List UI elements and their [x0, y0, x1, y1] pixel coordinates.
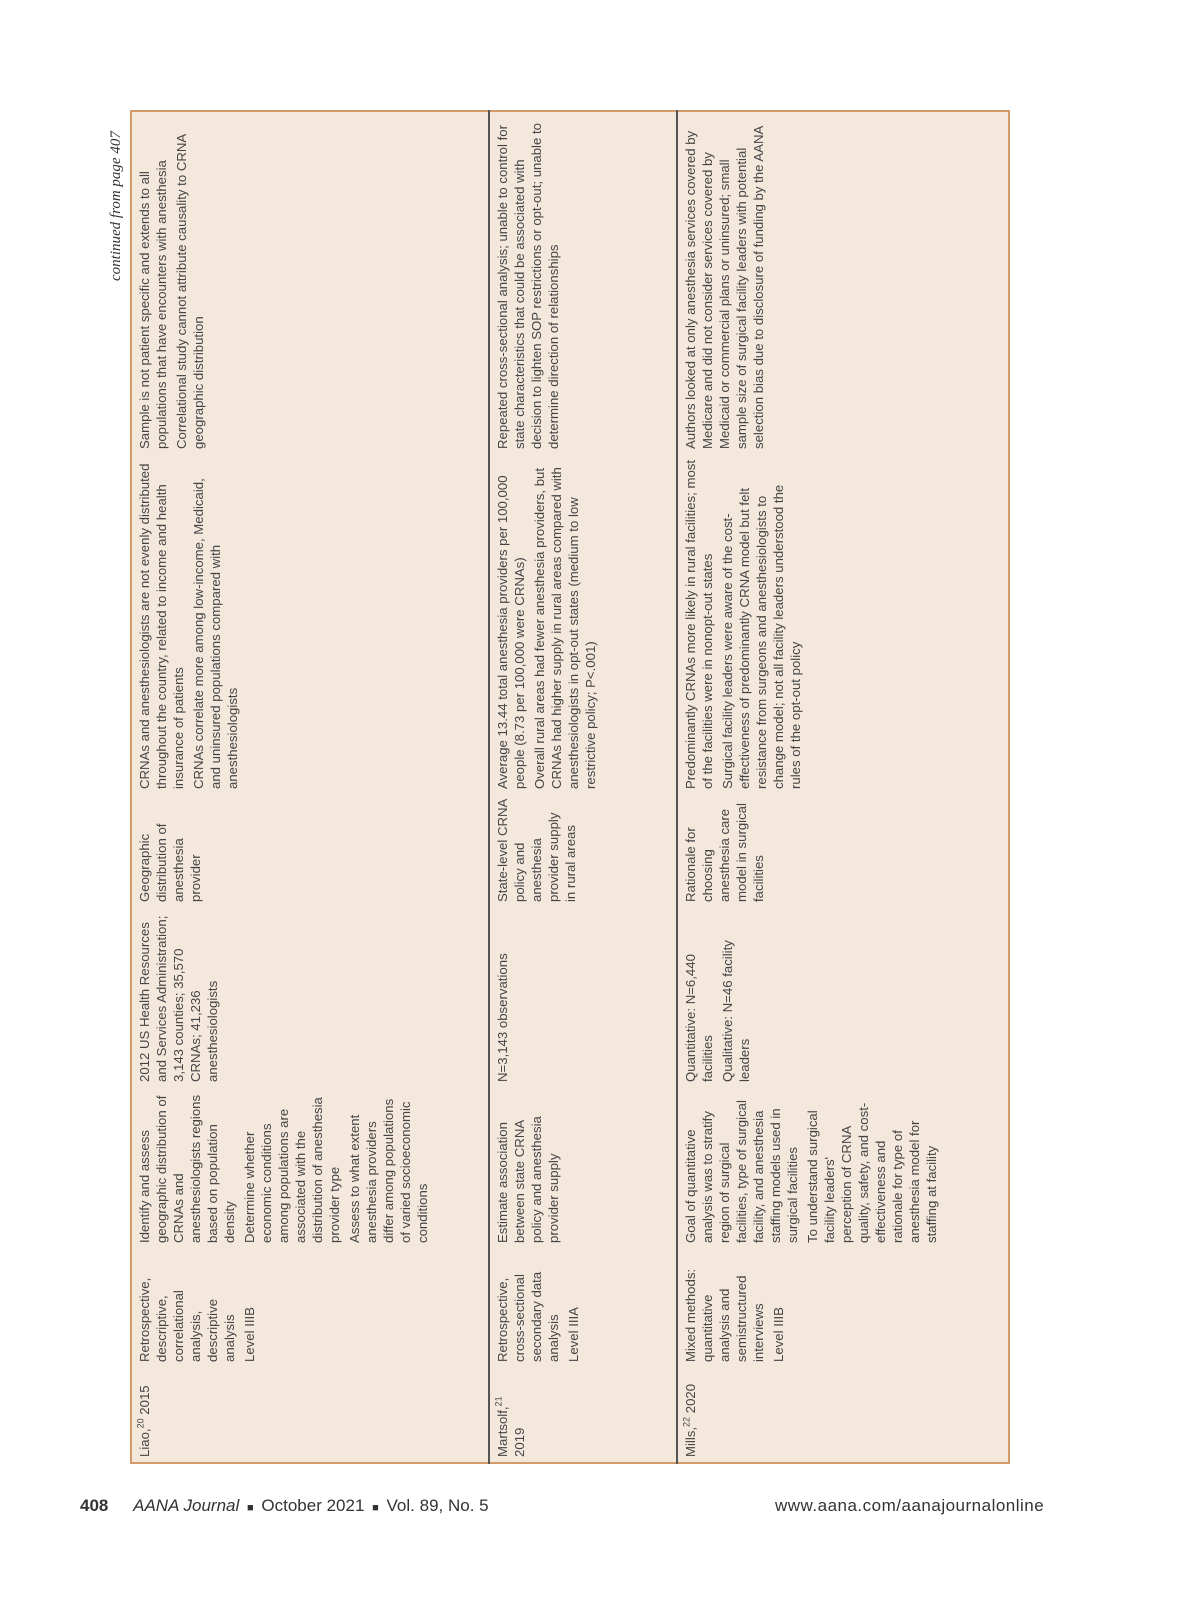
design-text: Retrospective, cross-sectional secondary data analysis: [495, 1271, 561, 1362]
continued-text: continued from page 407: [108, 131, 124, 281]
findings-text: CRNAs correlate more among low-income, Medicaid, and uninsured populations compared with anesthesiologists: [191, 478, 240, 789]
cell-limitations: [131, 111, 489, 454]
cell-design: [131, 1248, 489, 1367]
cell-sample: [131, 907, 489, 1087]
sample-text: Quantitative: N=6,440 facilities: [683, 954, 715, 1082]
findings-text: Average 13.44 total anesthesia providers per 100,000 people (8.73 per 100,000 were CRNAs): [495, 475, 527, 789]
design-text: Level IIIB: [242, 1307, 257, 1362]
footer-citation: [80, 1496, 489, 1516]
design-text: Level IIIB: [771, 1307, 786, 1362]
sample-text: 2012 US Health Resources and Services Administration; 3,143 counties; 35,570 CRNAs; 41,236 anesthesiologists: [137, 915, 220, 1082]
findings-text: Predominantly CRNAs more likely in rural facilities; most of the facilities were in nonopt-out states: [683, 459, 715, 789]
reference-number: 20: [135, 1418, 146, 1429]
table-row: [677, 111, 1009, 1463]
volume-info: Vol. 89, No. 5: [386, 1496, 489, 1515]
table-body: [131, 111, 1009, 1463]
sample-text: Qualitative: N=46 facility leaders: [720, 940, 752, 1082]
findings-text: Surgical facility leaders were aware of the cost-effectiveness of predominantly CRNA model but felt resistance from surgeons and anesthesiologists to change model; not all facility leaders understood the rules of the opt-out policy: [720, 484, 803, 789]
cell-purpose: [489, 1087, 677, 1248]
cell-study: [677, 1367, 1009, 1463]
variables-text: Geographic distribution of anesthesia provider: [137, 823, 203, 902]
cell-findings: [489, 454, 677, 794]
journal-name: AANA Journal: [133, 1496, 240, 1515]
cell-variables: [489, 794, 677, 907]
study-year: 2020: [683, 1383, 698, 1414]
findings-text: CRNAs and anesthesiologists are not evenly distributed throughout the country, related to income and health insurance of patients: [137, 463, 186, 789]
limitations-text: Correlational study cannot attribute causality to CRNA geographic distribution: [174, 134, 206, 449]
design-text: Mixed methods: quantitative analysis and semistructured interviews: [683, 1268, 766, 1362]
cell-sample: [677, 907, 1009, 1087]
cell-study: [489, 1367, 677, 1463]
purpose-text: Assess to what extent anesthesia providers differ among populations of varied socioeconomic conditions: [347, 1098, 430, 1243]
page-number: 408: [80, 1496, 109, 1515]
purpose-text: Determine whether economic conditions among populations are associated with the distribution of anesthesia provider type: [242, 1097, 342, 1243]
cell-limitations: [489, 111, 677, 454]
cell-findings: [131, 454, 489, 794]
design-text: Retrospective, descriptive, correlational analysis, descriptive analysis: [137, 1277, 237, 1362]
limitations-text: Sample is not patient specific and extends to all populations that have encounters with anesthesia: [137, 160, 169, 449]
limitations-text: Repeated cross-sectional analysis; unable to control for state characteristics that could be associated with decision to lighten SOP restrictions or opt-out; unable to determine direction of relationships: [495, 123, 561, 449]
issue-date: October 2021: [261, 1496, 365, 1515]
variables-text: State-level CRNA policy and anesthesia provider supply in rural areas: [495, 799, 578, 902]
cell-limitations: [677, 111, 1009, 454]
table-row: [489, 111, 677, 1463]
findings-text: Overall rural areas had fewer anesthesia providers, but CRNAs had higher supply in rural areas compared with anesthesiologists in opt-out states (medium to low restrictive policy; P<.001): [532, 467, 598, 789]
cell-purpose: [131, 1087, 489, 1248]
cell-sample: [489, 907, 677, 1087]
cell-design: [677, 1248, 1009, 1367]
footer-website: www.aana.com/aanajournalonline: [775, 1496, 1045, 1515]
cell-design: [489, 1248, 677, 1367]
evidence-table-grid: [130, 110, 1010, 1464]
cell-findings: [677, 454, 1009, 794]
cell-study: [131, 1367, 489, 1463]
table-row: [131, 111, 489, 1463]
evidence-table: [130, 112, 1010, 1464]
reference-number: 22: [681, 1416, 692, 1427]
purpose-text: Estimate association between state CRNA policy and anesthesia provider supply: [495, 1116, 561, 1243]
limitations-text: Authors looked at only anesthesia services covered by Medicare and did not consider services covered by Medicaid or commercial plans or uninsured; small sample size of surgical facility leaders with potential selection bias due to disclosure of funding by the AANA: [683, 125, 766, 449]
purpose-text: To understand surgical facility leaders' perception of CRNA quality, safety, and cost-effectiveness and rationale for type of anesthesia model for staffing at facility: [805, 1102, 939, 1243]
cell-variables: [131, 794, 489, 907]
purpose-text: Identify and assess geographic distribution of CRNAs and anesthesiologists regions based on population density: [137, 1094, 237, 1243]
study-author: Mills,: [683, 1426, 698, 1457]
reference-number: 21: [493, 1396, 504, 1407]
study-author: Liao,: [137, 1428, 152, 1457]
purpose-text: Goal of quantitative analysis was to stratify region of surgical facilities, type of surgical facility, and anesthesia staffing models used in surgical facilities: [683, 1100, 800, 1243]
separator-square: ■: [247, 1502, 254, 1514]
study-year: 2019: [512, 1427, 527, 1457]
sample-text: N=3,143 observations: [495, 953, 510, 1082]
cell-purpose: [677, 1087, 1009, 1248]
separator-square: ■: [372, 1502, 379, 1514]
cell-variables: [677, 794, 1009, 907]
design-text: Level IIIA: [566, 1307, 581, 1362]
study-author: Martsolf,: [495, 1406, 510, 1457]
study-year: 2015: [137, 1385, 152, 1415]
variables-text: Rationale for choosing anesthesia care model in surgical facilities: [683, 803, 766, 902]
